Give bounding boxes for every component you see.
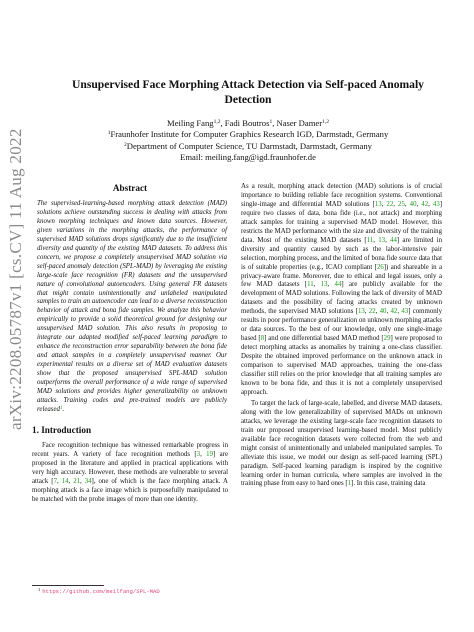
citation-link[interactable]: 3 bbox=[196, 450, 201, 458]
author-names bbox=[58, 118, 438, 129]
citation-link[interactable]: 1 bbox=[347, 480, 352, 488]
title-line-1: Unsupervised Face Morphing Attack Detection via Self-paced Anomaly bbox=[72, 78, 424, 91]
citation-link[interactable]: 13 bbox=[357, 308, 365, 316]
affiliation-2 bbox=[58, 141, 438, 152]
text-run: ] and one differential based MAD method [ bbox=[264, 335, 384, 343]
citation-link[interactable]: 43 bbox=[401, 308, 409, 316]
author-block bbox=[58, 118, 438, 163]
author-2-affil: 1 bbox=[269, 119, 273, 125]
footnote bbox=[38, 588, 228, 595]
abstract-end: . bbox=[62, 405, 65, 413]
text-run: , bbox=[57, 477, 62, 485]
author-1-affil: 1,2 bbox=[213, 119, 221, 125]
affiliation-1-mark: 1 bbox=[107, 130, 111, 137]
affiliation-1 bbox=[58, 129, 438, 140]
text-run: , bbox=[200, 450, 207, 458]
affiliation-2-mark: 2 bbox=[124, 141, 127, 148]
citation-link[interactable]: 29 bbox=[383, 335, 391, 343]
right-paragraph-2 bbox=[241, 400, 442, 490]
citation-link[interactable]: 34 bbox=[84, 477, 92, 485]
text-run: ] commonly results in poor performance generalization on unknown morphing attacks or data sources. To the best of our knowledge, only one single-image based [ bbox=[241, 308, 442, 343]
abstract-body: The supervised-learning-based morphing attack detection (MAD) solutions achieve outstanding success in dealing with attacks from known morphing techniques and known data sources. However, given variations in the morphing attacks, the performance of supervised MAD solutions drops significantly due to the insufficient diversity and quantity of the existing MAD datasets. To address this concern, we propose a completely unsupervised MAD solution via self-paced anomaly detection (SPL-MAD) by leveraging the existing large-scale face recognition (FR) datasets and the unsupervised nature of convolutional autoencoders. Using general FR datasets that might contain unintentionally and unlabeled manipulated samples to train an autoencoder can lead to a diverse reconstruction behavior of attack and bona fide samples. We analyze this behavior empirically to provide a solid theoretical ground for designing our unsupervised MAD solution. This also results in proposing to integrate our adapted modified self-paced learning paradigm to enhance the reconstruction error separability between the bona fide and attack samples in a completely unsupervised manner. Our experimental results on a diverse set of MAD evaluation datasets show that the proposed unsupervised SPL-MAD solution outperforms the overall performance of a wide range of supervised MAD solutions and provides higher generalizability on unknown attacks. Training codes and pre-trained models are publicly released bbox=[37, 200, 227, 413]
citation-link[interactable]: 14 bbox=[61, 477, 69, 485]
text-run: ] are limited in diversity and quantity caused by such as the labor-intensive pair selection, morphing process, and the limited of bona fide source data that is of suitable properties (e.g., ICAO compliant [ bbox=[241, 236, 443, 271]
affiliation-2-text: Department of Computer Science, TU Darmstadt, Darmstadt, Germany bbox=[126, 140, 372, 151]
introduction-heading: 1. Introduction bbox=[32, 424, 92, 435]
text-run: ], one of which is the face morphing attack. A morphing attack is a face image which is purposefully manipulated to be matched with the probe images of more than one identity. bbox=[32, 477, 229, 503]
abstract-footnote-mark[interactable]: 1 bbox=[59, 405, 63, 411]
text-run: To target the lack of large-scale, labelled, and diverse MAD datasets, along with the low generalizability of supervised MADs on unknown attacks, we leverage the existing large-scale face recognition datasets to train our proposed unsupervised learning-based model. Most publicly available face recognition datasets were collected from the web and might consist of unintentionally and unlabeled manipulated samples. To alleviate this issue, we model our design as self-paced learning (SPL) paradigm. Self-paced learning paradigm is inspired by the cognitive learning order in human curricula, where samples are involved in the training phase from easy to hard ones [ bbox=[241, 399, 442, 488]
text-run: ] are proposed in the literature and applied in practical applications with very high accuracy. However, these methods are vulnerable to several attack [ bbox=[32, 450, 228, 485]
affiliation-1-text: Fraunhofer Institute for Computer Graphics Research IGD, Darmstadt, Germany bbox=[110, 129, 389, 140]
citation-link[interactable]: 19 bbox=[206, 450, 213, 458]
text-run: ]) and shareable in a privacy-aware frame. Moreover, due to ethical and legal issues, only a few MAD datasets [ bbox=[241, 263, 442, 289]
author-2: , Fadi Boutros bbox=[220, 118, 270, 128]
text-run: , bbox=[416, 200, 422, 208]
footnote-mark: 1 bbox=[38, 587, 41, 592]
citation-link[interactable]: 44 bbox=[334, 281, 342, 289]
text-run: ] are publicly available for the development of MAD solutions. Following the lack of diversity of MAD datasets and the possibility of facing attacks created by unknown methods, the supervised MAD solutions [ bbox=[241, 281, 442, 316]
citation-link[interactable]: 11 bbox=[307, 281, 314, 289]
text-run: As a result, morphing attack detection (MAD) solutions is of crucial importance to building reliable face recognition systems. Conventional single-image and differential MAD solutions [ bbox=[241, 183, 442, 208]
text-run: , bbox=[375, 308, 380, 316]
text-run: , bbox=[397, 308, 402, 316]
abstract-heading: Abstract bbox=[112, 183, 148, 193]
citation-link[interactable]: 7 bbox=[53, 477, 57, 485]
citation-link[interactable]: 22 bbox=[368, 308, 376, 316]
right-paragraph-1 bbox=[241, 183, 442, 398]
citation-link[interactable]: 43 bbox=[432, 200, 440, 208]
contact-email[interactable]: Email: meiling.fang@igd.fraunhofer.de bbox=[180, 151, 316, 162]
citation-link[interactable]: 21 bbox=[73, 477, 81, 485]
left-column bbox=[32, 183, 228, 505]
text-run: , bbox=[327, 281, 335, 289]
author-3-affil: 1,2 bbox=[322, 119, 329, 125]
text-run: , bbox=[381, 200, 387, 208]
text-run: , bbox=[393, 200, 399, 208]
citation-link[interactable]: 22 bbox=[386, 200, 394, 208]
citation-link[interactable]: 8 bbox=[260, 335, 265, 343]
text-run: , bbox=[364, 308, 369, 316]
text-run: , bbox=[373, 236, 379, 244]
right-column bbox=[241, 183, 442, 489]
citation-link[interactable]: 40 bbox=[379, 308, 387, 316]
citation-link[interactable]: 44 bbox=[390, 236, 397, 244]
text-run: , bbox=[80, 477, 85, 485]
introduction-paragraph bbox=[32, 442, 228, 505]
text-run: , bbox=[386, 308, 391, 316]
text-run: Face recognition technique has witnessed remarkable progress in recent years. A variety of face recognition methods [ bbox=[32, 441, 228, 458]
citation-link[interactable]: 25 bbox=[398, 200, 405, 208]
citation-link[interactable]: 40 bbox=[409, 200, 417, 208]
text-run: ]. In this case, training data bbox=[351, 480, 426, 488]
footnote-divider bbox=[32, 585, 104, 586]
citation-link[interactable]: 13 bbox=[320, 281, 328, 289]
text-run: , bbox=[313, 281, 321, 289]
text-run: , bbox=[68, 477, 74, 485]
code-repository-link[interactable]: https://github.com/meilfang/SPL-MAD bbox=[42, 588, 160, 595]
citation-link[interactable]: 42 bbox=[390, 308, 398, 316]
citation-link[interactable]: 13 bbox=[374, 200, 382, 208]
citation-link[interactable]: 42 bbox=[421, 200, 429, 208]
author-3: , Naser Damer bbox=[272, 118, 323, 128]
author-1: Meiling Fang bbox=[167, 118, 214, 128]
paper-title bbox=[58, 77, 438, 107]
arxiv-identifier: arXiv:2208.05787v1 [cs.CV] 11 Aug 2022 bbox=[6, 128, 25, 430]
text-run: , bbox=[428, 200, 433, 208]
citation-link[interactable]: 26 bbox=[376, 263, 384, 271]
title-line-2: Detection bbox=[224, 93, 272, 106]
text-run: ] were proposed to detect morphing attacks as anomalies by training a one-class classifier. Despite the obtained improved performance on the unknown attack in comparison to supervised MAD approaches, training the one-class classifier still relies on the prior knowledge that all training samples are known to be bona fide, and thus it is not a completely unsupervised approach. bbox=[241, 335, 442, 396]
text-run: ] require two classes of data, bona fide (i.e., not attack) and morphing attack samples for training a supervised MAD model. However, this restricts the MAD performance with the size and diversity of the training data. Most of the existing MAD datasets [ bbox=[241, 200, 443, 244]
citation-link[interactable]: 13 bbox=[378, 236, 386, 244]
text-run: , bbox=[385, 236, 391, 244]
abstract-text bbox=[32, 200, 228, 415]
citation-link[interactable]: 11 bbox=[366, 236, 374, 244]
text-run: , bbox=[404, 200, 410, 208]
